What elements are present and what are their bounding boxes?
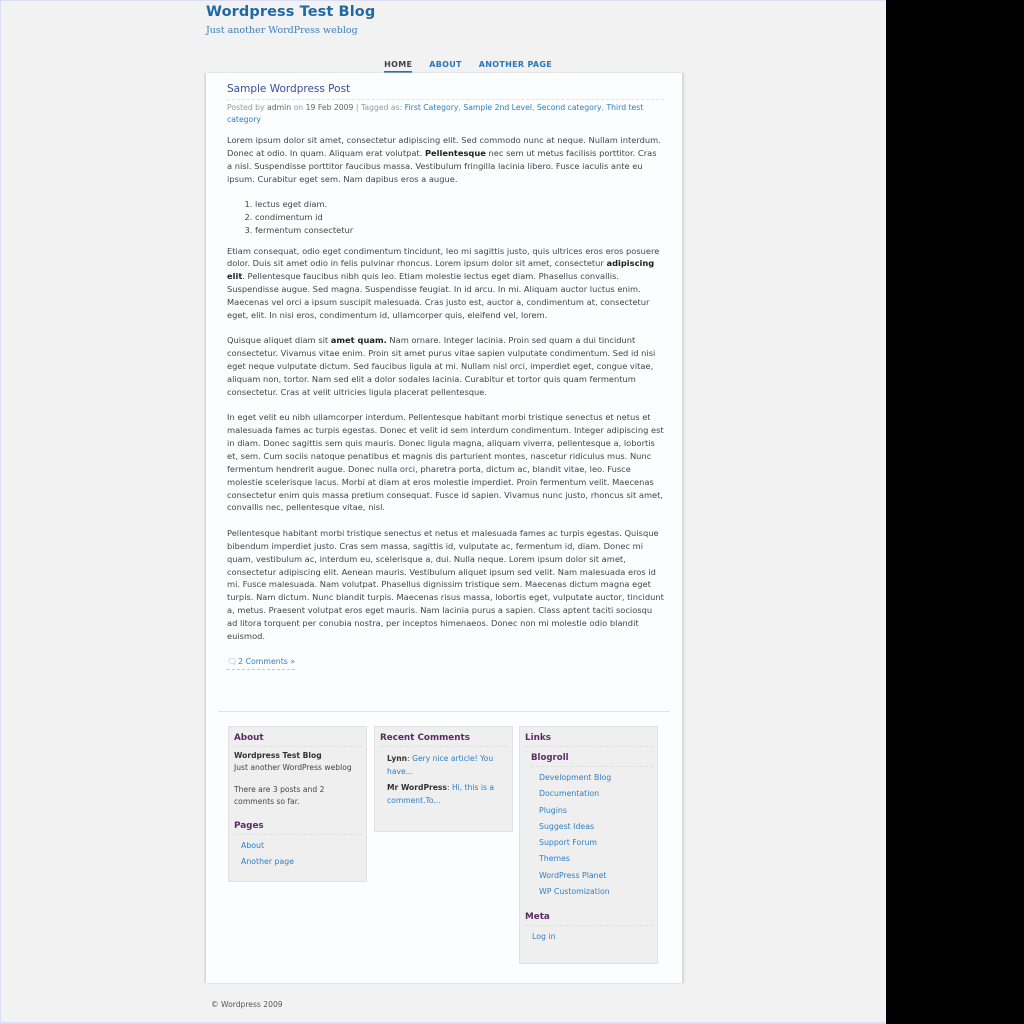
recent-comment-item: Lynn: Gery nice article! You have... (387, 754, 494, 776)
category-link[interactable]: Third test category (227, 103, 644, 124)
post-author: admin (267, 103, 292, 112)
offscreen-black-area (886, 0, 1024, 1024)
page-link-item (241, 838, 362, 854)
post-paragraph: Lorem ipsum dolor sit amet, consectetur adipiscing elit. Sed commodo nunc at neque. Nullam interdum. Donec at odio. In quam. Aliquam erat volutpat. Pellentesque nec sem ut metus facilisis porttitor. Cras a nisl. Suspendisse porttitor faucibus massa. Vestibulum fringilla lacinia libero. Fusce iaculis ante eu ipsum. Curabitur eget sem. Nam dapibus eros a augue. (227, 135, 661, 184)
login-link[interactable]: Log in (532, 932, 556, 942)
meta-list (525, 929, 653, 945)
blogroll-link[interactable]: WordPress Planet (539, 870, 607, 880)
post-ordered-list (227, 198, 664, 236)
post-body (227, 134, 664, 670)
blogroll-item (539, 786, 653, 802)
nav-about[interactable]: ABOUT (429, 60, 462, 69)
list-item: 2. condimentum id (255, 211, 664, 224)
blogroll-link[interactable]: Suggest Ideas (539, 821, 595, 831)
blogroll-link[interactable]: Support Forum (539, 838, 598, 848)
blogroll-item (539, 851, 653, 867)
footer-copyright: © Wordpress 2009 (211, 1000, 283, 1009)
about-blog-desc: Just another WordPress weblog (234, 762, 352, 772)
site-description: Just another WordPress weblog (206, 25, 358, 36)
category-link[interactable]: Second category (536, 103, 602, 112)
widget-recent-comments-title: Recent Comments (380, 733, 508, 747)
recent-comment-link[interactable]: Gery nice article! You have... (387, 754, 494, 776)
blogroll-item (539, 819, 653, 835)
post-title-link[interactable]: Sample Wordpress Post (227, 83, 351, 95)
blogroll-link[interactable]: Themes (539, 854, 570, 864)
about-stats: There are 3 posts and 2 comments so far. (234, 785, 325, 806)
meta-item (532, 929, 653, 945)
comments-link-label: 2 Comments » (238, 657, 296, 667)
pages-list (234, 838, 362, 871)
widget-about-title: About (234, 733, 362, 747)
blogroll-item (539, 884, 653, 900)
nav-another-page[interactable]: ANOTHER PAGE (478, 60, 552, 69)
site-title-link[interactable]: Wordpress Test Blog (206, 4, 376, 20)
post-divider (218, 711, 670, 712)
post-paragraph: Etiam consequat, odio eget condimentum tincidunt, leo mi sagittis justo, quis ultrices eros eros posuere dolor. Duis sit amet odio in felis pulvinar rhoncus. Lorem ipsum dolor sit amet, consectetur adipiscing elit. Pellentesque faucibus nibh quis leo. Etiam molestie lectus eget diam. Phasellus convallis. Suspendisse augue. Sed magna. Suspendisse feugiat. In id arcu. In mi. Aliquam auctor luctus enim. Maecenas vel orci a ipsum suscipit malesuada. Cras justo est, auctor a, condimentum at, consectetur eget, elit. In nisi eros, condimentum id, ullamcorper quis, eleifend vel, lorem. (227, 245, 660, 320)
blogroll-link[interactable]: WP Customization (539, 887, 610, 897)
blog-post (227, 83, 664, 670)
page-link-another-page[interactable]: Another page (241, 857, 294, 867)
meta-separator: | (355, 103, 359, 112)
main-navigation (384, 60, 552, 73)
list-item: 1. lectus eget diam. (255, 198, 664, 211)
page-link-about[interactable]: About (241, 841, 265, 850)
post-date: 19 Feb 2009 (305, 103, 354, 112)
blogroll-link[interactable]: Plugins (539, 805, 567, 815)
blogroll-item (539, 803, 653, 819)
speech-bubble-icon: 🗨︎ (227, 657, 238, 667)
widget-about (228, 726, 367, 882)
widget-pages-title: Pages (234, 821, 362, 835)
comments-link[interactable] (227, 656, 295, 670)
posted-by-label: Posted by (227, 103, 265, 112)
category-link[interactable]: First Category (404, 103, 459, 112)
widget-links-title: Links (525, 733, 653, 747)
content-panel (205, 73, 682, 983)
blogroll-item (539, 868, 653, 884)
recent-comment-link[interactable]: Hi, this is a comment.To... (387, 783, 494, 805)
tagged-label: Tagged as: (360, 103, 403, 112)
recent-comment-item: Mr WordPress: Hi, this is a comment.To... (387, 783, 494, 805)
post-paragraph: Pellentesque habitant morbi tristique senectus et netus et malesuada fames ac turpis egestas. Quisque bibendum imperdiet justo. Cras sem massa, sagittis id, vulputate ac, fermentum id, diam. Donec mi quam, vestibulum ac, interdum eu, scelerisque a, dui. Nulla neque. Lorem ipsum dolor sit amet, consectetur adipiscing elit. Aenean mauris. Vestibulum aliquet ipsum sed velit. Nam malesuada eros id mi. Fusce malesuada. Nam volutpat. Phasellus dignissim tristique sem. Maecenas dictum magna eget turpis. Nam dictum. Nunc blandit turpis. Maecenas risus massa, lobortis eget, vulputate auctor, tincidunt a, metus. Praesent volutpat eros eget mauris. Nam lacinia purus a sapien. Class aptent taciti sociosqu ad litora torquent per conubia nostra, per inceptos himenaeos. Donec non mi molestie odio blandit euismod. (227, 527, 664, 641)
page-link-item (241, 854, 362, 870)
widget-links (519, 726, 658, 964)
widget-meta-title: Meta (525, 912, 653, 926)
category-link[interactable]: Sample 2nd Level (463, 103, 532, 112)
nav-home[interactable]: HOME (384, 60, 412, 73)
post-paragraph: In eget velit eu nibh ullamcorper interdum. Pellentesque habitant morbi tristique senectus et netus et malesuada fames ac turpis egestas. Donec et velit id sem interdum condimentum. Integer adipiscing est in diam. Donec sagittis sem quis mauris. Donec ligula magna, aliquam viverra, pellentesque a, lobortis et, sem. Cum sociis natoque penatibus et magnis dis parturient montes, nascetur ridiculus mus. Nunc fermentum hendrerit augue. Donec nulla orci, pharetra porta, dictum ac, blandit vitae, leo. Fusce molestie scelerisque lacus. Morbi at diam at eros molestie imperdiet. Proin fermentum velit. Maecenas consectetur enim quis massa pretium consequat. Fusce id sapien. Vivamus nunc justo, rhoncus sit amet, convallis nec, pellentesque vitae, nisl. (227, 412, 664, 513)
blogroll-list (525, 770, 653, 900)
list-item: 3. fermentum consectetur (255, 224, 664, 237)
blogroll-title: Blogroll (531, 753, 653, 767)
blogroll-link[interactable]: Development Blog (539, 773, 612, 782)
blogroll-item (539, 835, 653, 851)
post-meta: Posted by admin on 19 Feb 2009 | Tagged as: First Category, Sample 2nd Level, Second category, Third test category (227, 99, 664, 126)
blogroll-item (539, 770, 653, 786)
post-paragraph: Quisque aliquet diam sit amet quam. Nam ornare. Integer lacinia. Proin sed quam a dui tincidunt consectetur. Vivamus vitae enim. Proin sit amet purus vitae sapien vulputate condimentum. Sed id nisi eget neque vulputate dictum. Sed faucibus ligula at mi. Nullam nisl orci, imperdiet eget, congue vitae, aliquam non, tortor. Nam sed elit a dolor sodales lacinia. Curabitur et tortor quis quam fermentum consectetur. Cras at velit ultricies ligula placerat pellentesque. (227, 335, 656, 397)
on-label: on (293, 103, 304, 112)
about-blog-name: Wordpress Test Blog (234, 751, 322, 760)
widget-recent-comments (374, 726, 513, 832)
blogroll-link[interactable]: Documentation (539, 789, 600, 799)
